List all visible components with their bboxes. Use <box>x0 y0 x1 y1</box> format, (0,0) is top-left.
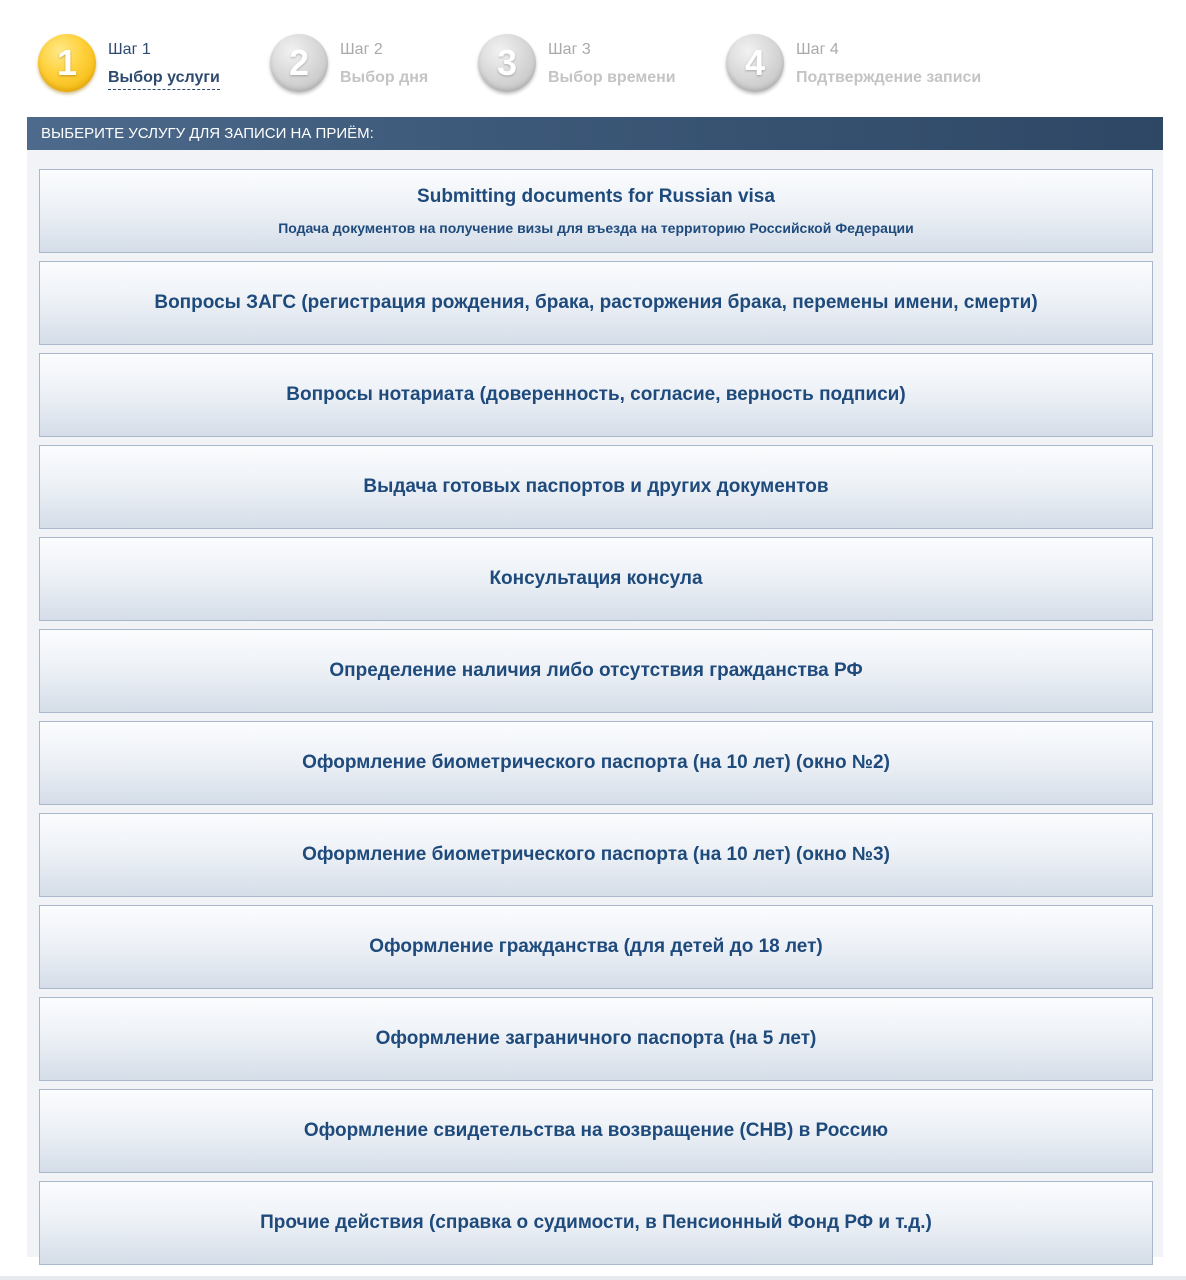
service-button-return-certificate[interactable] <box>39 1089 1153 1173</box>
step-progress <box>38 34 1138 96</box>
step-1-name: Выбор услуги <box>108 68 220 90</box>
service-panel <box>27 117 1163 1257</box>
service-button-notary[interactable] <box>39 353 1153 437</box>
service-title: Вопросы нотариата (доверенность, согласие, верность подписи) <box>286 384 906 405</box>
service-list <box>39 169 1153 1273</box>
step-3-name: Выбор времени <box>548 69 676 86</box>
bottom-divider <box>0 1276 1186 1280</box>
service-button-passport-pickup[interactable] <box>39 445 1153 529</box>
service-title: Определение наличия либо отсутствия гражданства РФ <box>329 660 863 681</box>
step-2-label: Шаг 2 <box>340 41 383 58</box>
service-button-biometric-window-2[interactable] <box>39 721 1153 805</box>
step-2-number-icon: 2 <box>270 34 328 92</box>
panel-header: ВЫБЕРИТЕ УСЛУГУ ДЛЯ ЗАПИСИ НА ПРИЁМ: <box>27 117 1163 150</box>
step-4-number-icon: 4 <box>726 34 784 92</box>
service-button-citizenship-check[interactable] <box>39 629 1153 713</box>
service-button-child-citizenship[interactable] <box>39 905 1153 989</box>
service-title: Вопросы ЗАГС (регистрация рождения, брака, расторжения брака, перемены имени, смерти) <box>154 292 1038 313</box>
step-3-number-icon: 3 <box>478 34 536 92</box>
step-1-number-icon: 1 <box>38 34 96 92</box>
service-title: Выдача готовых паспортов и других документов <box>363 476 829 497</box>
service-button-consul-consultation[interactable] <box>39 537 1153 621</box>
service-title: Оформление гражданства (для детей до 18 лет) <box>369 936 823 957</box>
service-button-biometric-window-3[interactable] <box>39 813 1153 897</box>
service-title: Оформление биометрического паспорта (на 10 лет) (окно №2) <box>302 752 890 773</box>
step-4-label: Шаг 4 <box>796 41 839 58</box>
service-title: Прочие действия (справка о судимости, в Пенсионный Фонд РФ и т.д.) <box>260 1212 932 1233</box>
service-button-passport-5-years[interactable] <box>39 997 1153 1081</box>
step-3-label: Шаг 3 <box>548 41 591 58</box>
service-title: Консультация консула <box>489 568 703 589</box>
service-subtitle: Подача документов на получение визы для въезда на территорию Российской Федерации <box>278 220 914 236</box>
service-title: Submitting documents for Russian visa <box>417 186 775 207</box>
service-button-other-actions[interactable] <box>39 1181 1153 1265</box>
service-title: Оформление свидетельства на возвращение (СНВ) в Россию <box>303 1120 889 1141</box>
service-title: Оформление биометрического паспорта (на 10 лет) (окно №3) <box>302 844 890 865</box>
step-4-name: Подтверждение записи <box>796 69 982 86</box>
service-button-zags[interactable] <box>39 261 1153 345</box>
service-button-russian-visa[interactable] <box>39 169 1153 253</box>
step-1-label: Шаг 1 <box>108 41 151 58</box>
service-title: Оформление заграничного паспорта (на 5 лет) <box>375 1028 817 1049</box>
step-2-name: Выбор дня <box>340 69 429 86</box>
